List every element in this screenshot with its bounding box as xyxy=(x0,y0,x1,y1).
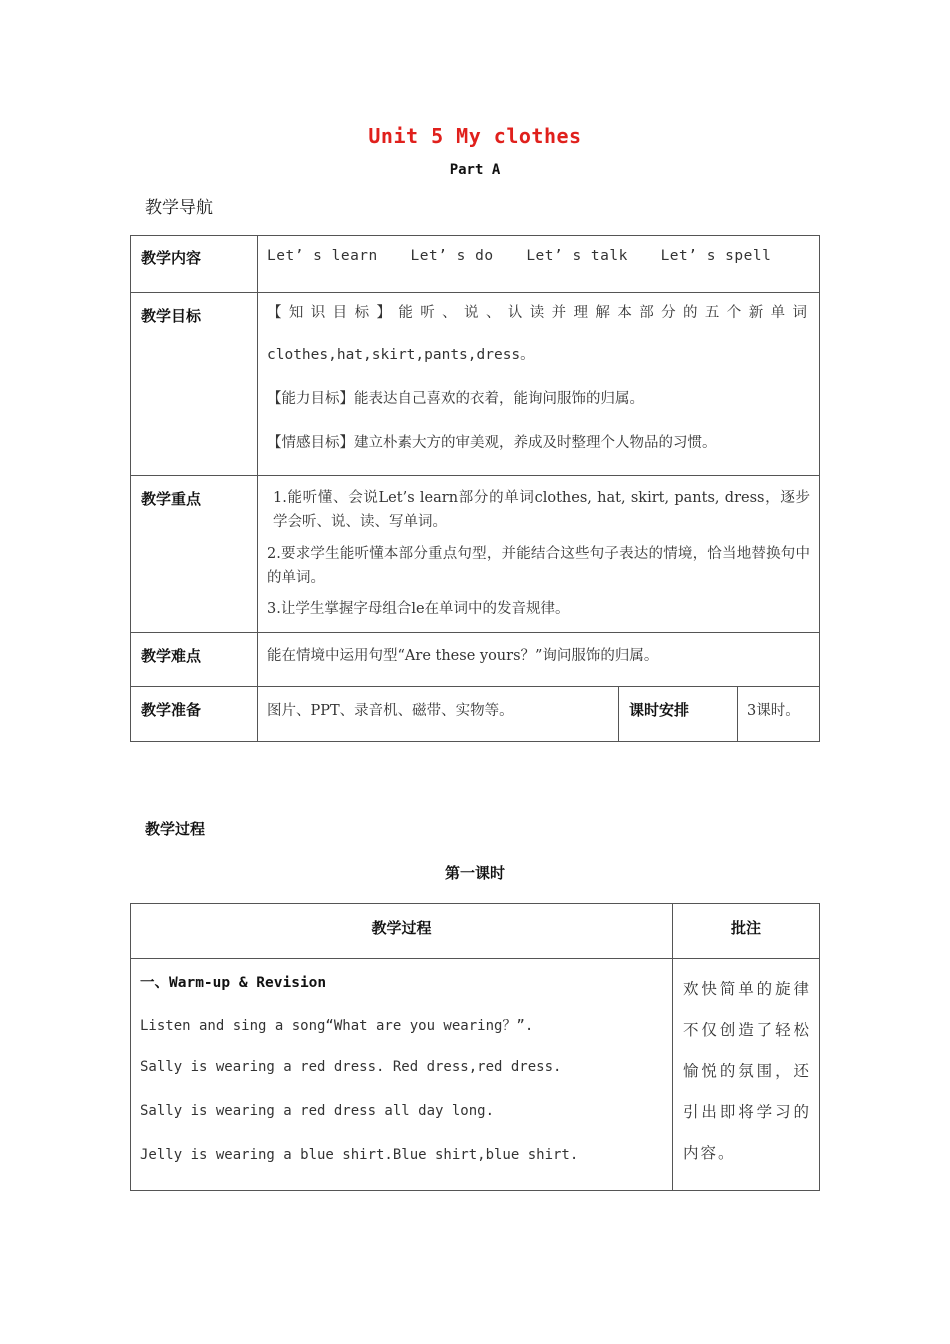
note-cell: 欢快简单的旋律不仅创造了轻松愉悦的氛围，还引出即将学习的内容。 xyxy=(673,959,820,1191)
teaching-process-table xyxy=(130,903,820,1191)
process-step-row xyxy=(131,959,820,1191)
teaching-overview-table xyxy=(130,235,820,742)
row-goals xyxy=(131,293,820,476)
goal-emotion: 【情感目标】建立朴素大方的审美观，养成及时整理个人物品的习惯。 xyxy=(267,435,717,451)
key-point-item: 1.能听懂、会说Let’s learn部分的单词clothes, hat, skirt, pants, dress，逐步学会听、说、读、写单词。 xyxy=(273,490,810,530)
row-content xyxy=(131,236,820,293)
process-line: Sally is wearing a red dress. Red dress,red dress. xyxy=(140,1059,562,1075)
guide-heading: 教学导航 xyxy=(145,198,213,218)
lesson-item: Let’ s spell xyxy=(660,248,772,264)
step-title: 一、Warm-up & Revision xyxy=(140,975,327,991)
note-column-header: 批注 xyxy=(673,904,820,959)
lesson-item: Let’ s talk xyxy=(526,248,628,264)
key-point-item: 2.要求学生能听懂本部分重点句型，并能结合这些句子表达的情境，恰当地替换句中的单词。 xyxy=(267,546,810,586)
process-line: Listen and sing a song“What are you wearing？”. xyxy=(140,1018,534,1034)
goal-ability: 【能力目标】能表达自己喜欢的衣着，能询问服饰的归属。 xyxy=(267,391,644,407)
preparation-label: 教学准备 xyxy=(131,687,258,742)
lesson-item: Let’ s learn xyxy=(267,248,378,264)
process-line: Sally is wearing a red dress all day long. xyxy=(140,1103,495,1119)
key-points-cell xyxy=(258,476,820,633)
difficulty-label: 教学难点 xyxy=(131,633,258,687)
row-key-points xyxy=(131,476,820,633)
process-column-header: 教学过程 xyxy=(131,904,673,959)
lesson-list xyxy=(258,236,820,293)
document-subtitle: Part A xyxy=(449,162,501,178)
row-preparation xyxy=(131,687,820,742)
period-heading: 第一课时 xyxy=(444,864,505,882)
schedule-text: 3课时。 xyxy=(738,687,820,742)
key-points-label: 教学重点 xyxy=(131,476,258,633)
goals-cell xyxy=(258,293,820,476)
key-point-item: 3.让学生掌握字母组合le在单词中的发音规律。 xyxy=(267,601,570,617)
document-title: Unit 5 My clothes xyxy=(368,124,582,148)
process-section-heading: 教学过程 xyxy=(145,820,206,838)
goal-knowledge: 【知识目标】能听、说、认读并理解本部分的五个新单词 xyxy=(267,305,810,321)
goals-label: 教学目标 xyxy=(131,293,258,476)
goal-knowledge-words: clothes,hat,skirt,pants,dress。 xyxy=(267,347,535,363)
schedule-label: 课时安排 xyxy=(619,687,738,742)
content-label: 教学内容 xyxy=(131,236,258,293)
warmup-cell xyxy=(131,959,673,1191)
process-header-row xyxy=(131,904,820,959)
lesson-item: Let’ s do xyxy=(410,248,494,264)
process-line: Jelly is wearing a blue shirt.Blue shirt,blue shirt. xyxy=(140,1147,579,1163)
difficulty-text: 能在情境中运用句型“Are these yours？”询问服饰的归属。 xyxy=(258,633,820,687)
row-difficulty xyxy=(131,633,820,687)
preparation-text: 图片、PPT、录音机、磁带、实物等。 xyxy=(258,687,619,742)
